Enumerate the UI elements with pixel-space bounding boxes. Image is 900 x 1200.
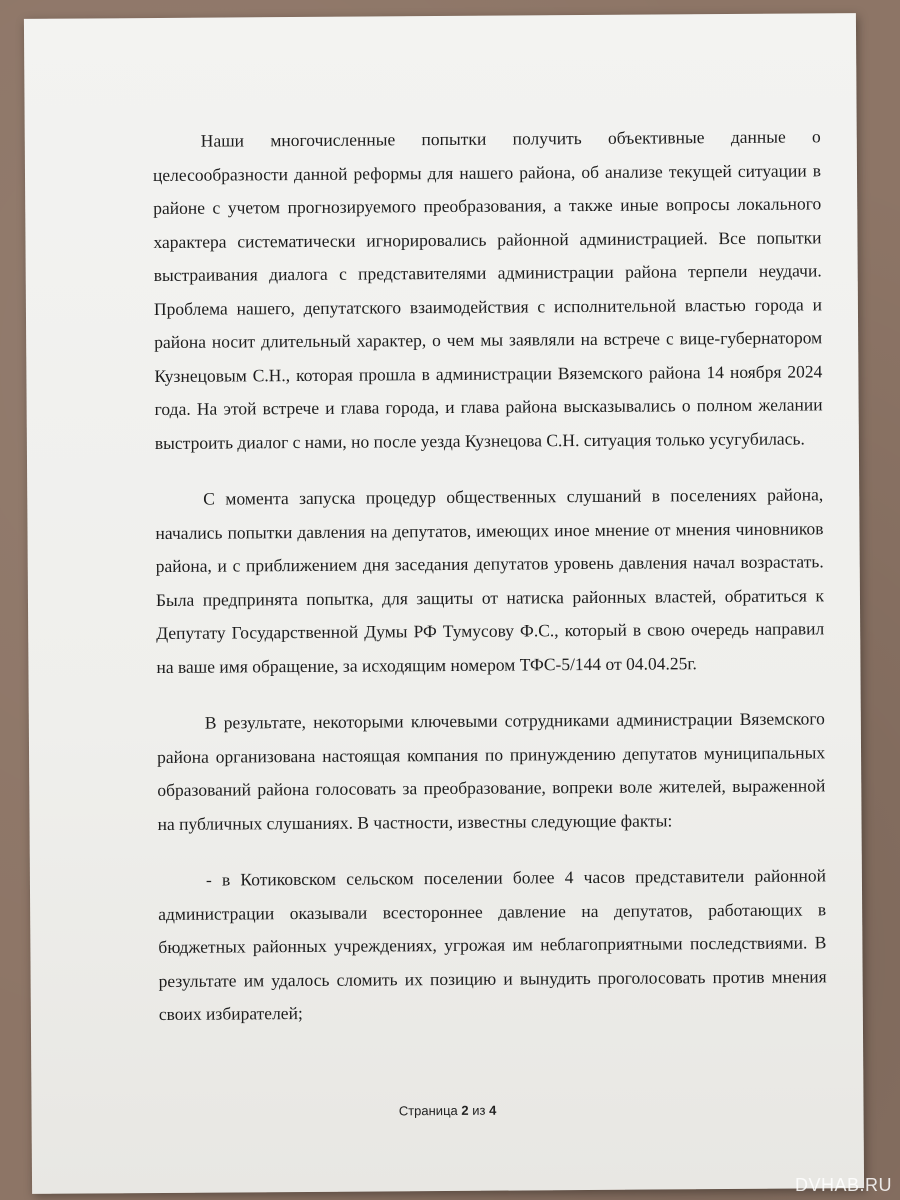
- page-number: [31, 1100, 863, 1121]
- page-number-separator: из: [472, 1102, 486, 1118]
- document-page: [24, 13, 864, 1194]
- paragraph-2: С момента запуска процедур общественных слушаний в поселениях района, начались попытки давления на депутатов, имеющих иное мнение от мнения чиновников района, и с приближением дня заседания депутатов уровень давления начал возрастать. Была предпринята попытка, для защиты от натиска районных властей, обратиться к Депутату Государственной Думы РФ Тумусову Ф.С., который в свою очередь направил на ваше имя обращение, за исходящим номером ТФС-5/144 от 04.04.25г.: [155, 484, 825, 677]
- paragraph-1: Наши многочисленные попытки получить объективные данные о целесообразности данной реформы для нашего района, об анализе текущей ситуации в районе с учетом прогнозируемого преобразования, а также иные вопросы локального характера систематически игнорировались районной администрацией. Все попытки выстраивания диалога с представителями администрации района терпели неудачи. Проблема нашего, депутатского взаимодействия с исполнительной властью города и района носит длительный характер, о чем мы заявляли на встрече с вице-губернатором Кузнецовым С.Н., которая прошла в администрации Вяземского района 14 ноября 2024 года. На этой встрече и глава города, и глава района высказывались о полном желании выстроить диалог с нами, но после уезда Кузнецова С.Н. ситуация только усугубилась.: [152, 126, 823, 453]
- page-number-current: 2: [461, 1102, 469, 1118]
- document-body: [153, 120, 827, 1054]
- watermark: DVHAB.RU: [794, 1175, 892, 1195]
- list-item-1: - в Котиковском сельском поселении более 4 часов представители районной администрации оказывали всестороннее давление на депутатов, работающих в бюджетных районных учреждениях, угрожая им неблагоприятными последствиями. В результате им удалось сломить их позицию и вынудить проголосовать против мнения своих избирателей;: [158, 865, 827, 1025]
- paragraph-3: В результате, некоторыми ключевыми сотрудниками администрации Вяземского района организована настоящая компания по принуждению депутатов муниципальных образований района голосовать за преобразование, вопреки воле жителей, выраженной на публичных слушаниях. В частности, известны следующие факты:: [156, 708, 826, 834]
- page-number-total: 4: [489, 1102, 497, 1118]
- page-number-prefix: Страница: [398, 1102, 458, 1119]
